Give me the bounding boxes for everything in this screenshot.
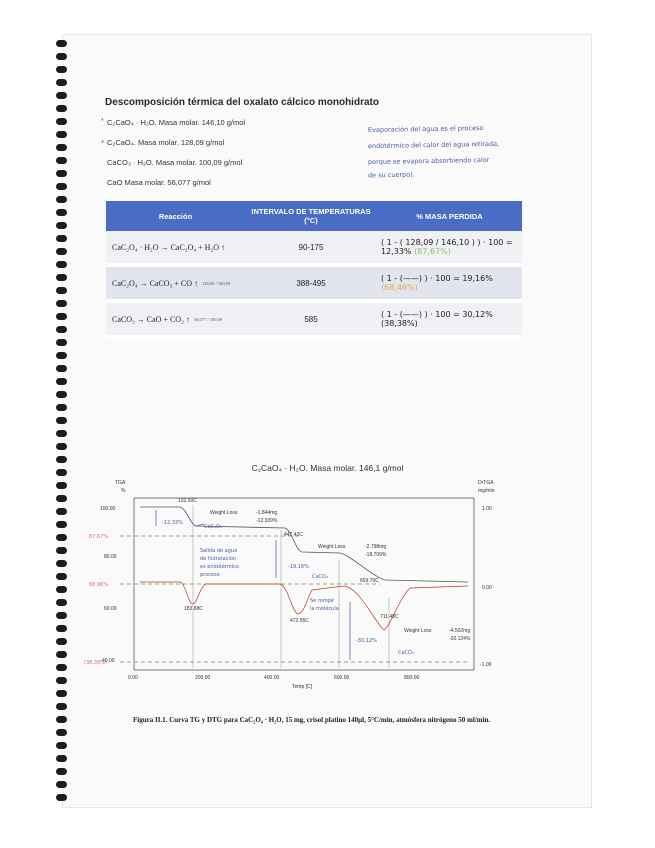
x-tick: 200.00 [195, 675, 211, 681]
handwritten-note-line: endotérmico del calor del agua retirada, [367, 139, 500, 151]
handwritten-remaining-mass: (38,38%) [84, 660, 107, 666]
peak-label: 472.55C [290, 618, 309, 624]
handwritten-guides [120, 536, 470, 662]
handwritten-label: CaCO₃ [312, 574, 328, 580]
handwritten-label: CaC₂O₄ [204, 524, 222, 530]
weight-loss-label: Weight Loss [210, 510, 238, 516]
mass-loss-formula: ( 1 - (——) ) · 100 = 19,16% [381, 274, 493, 283]
weight-loss-pct: -18.709% [365, 552, 387, 558]
x-tick: 800.00 [404, 675, 420, 681]
y-right-unit: mg/min [478, 488, 495, 494]
handwritten-note: la molécula [310, 606, 339, 612]
handwritten-label: CaCO₃ [398, 650, 414, 656]
peak-label: 659.70C [360, 578, 379, 584]
handwritten-remaining-mass: 68,96% [89, 582, 109, 588]
handwritten-label: -30,12% [356, 638, 377, 644]
interval-cell: 585 [245, 301, 377, 337]
handwritten-mass-remaining: (38,38%) [381, 319, 418, 328]
figure-title: C₂CaO₄ · H₂O. Masa molar. 146,1 g/mol [251, 463, 404, 473]
handwritten-note-line: porque se evapora absorbiendo calor [367, 155, 490, 167]
y-left-unit: % [121, 488, 126, 494]
handwritten-note-line: Evaporación del agua es el proceso [367, 123, 484, 135]
column-header: % MASA PERDIDA [377, 201, 522, 231]
y-right-tick: 1.00 [482, 506, 492, 512]
handwritten-label: -12,33% [162, 520, 183, 526]
weight-loss-mg: -4.502mg [449, 628, 471, 634]
molar-mass-line: CaO Masa molar. 56,077 g/mol [107, 178, 211, 187]
molar-mass-line: CaCO₃ · H₂O. Masa molar. 100,09 g/mol [107, 158, 243, 167]
handwritten-label: -19,16% [288, 564, 309, 570]
handwritten-fraction: 128,09 / 100,09 [202, 280, 231, 286]
x-tick: 0.00 [128, 675, 138, 681]
handwritten-note: proceso [200, 572, 220, 578]
handwritten-note: Se rompe [310, 598, 334, 604]
mass-loss-formula: ( 1 - (——) ) · 100 = 30,12% [381, 310, 493, 319]
interval-cell: 90-175 [245, 231, 377, 265]
document-title: Descomposición térmica del oxalato cálcico monohidrato [105, 97, 379, 108]
weight-loss-mg: -1.844mg [256, 510, 278, 516]
y-left-tick: 80.00 [104, 554, 117, 560]
weight-loss-pct: -30.124% [449, 636, 471, 642]
handwritten-note: de hidratación [200, 556, 237, 562]
peak-label: 447.42C [284, 532, 303, 538]
y-left-tick: 60.00 [104, 606, 117, 612]
handwritten-arrows [156, 510, 350, 660]
y-left-tick: 100.00 [100, 506, 116, 512]
handwritten-note-line: de su cuerpo). [367, 170, 415, 180]
molar-mass-line: C₂CaO₄ · H₂O. Masa molar. 146,10 g/mol [107, 118, 246, 127]
handwritten-mass-remaining: (68,46%) [381, 283, 418, 292]
column-header: INTERVALO DE TEMPERATURAS (°C) [245, 201, 377, 231]
handwritten-note: es endotérmico [200, 564, 239, 570]
y-left-label: TGA [115, 480, 126, 486]
weight-loss-mg: -2.798mg [365, 544, 387, 550]
tg-curve [140, 507, 468, 582]
x-tick: 400.00 [264, 675, 280, 681]
mass-loss-formula: ( 1 - ( 128,09 / 146,10 ) ) · 100 = 12,33% [381, 238, 513, 256]
figure-caption: Figura II.1. Curva TG y DTG para CaC₂O₄ · H₂O, 15 mg, crisol platino 140µl, 5°C/min, atmósfera nitrógeno 50 ml/min. [133, 716, 491, 724]
y-right-tick: 0.00 [482, 585, 492, 591]
handwritten-note: Salida de agua [200, 548, 238, 554]
reaction-equation: CaC₂O₄ → CaCO₃ + CO ↑ [112, 278, 198, 288]
column-header: Reacción [106, 201, 245, 231]
reaction-equation: CaC₂O₄ · H₂O → CaC₂O₄ + H₂O ↑ [112, 242, 226, 252]
check-mark: ⁎ [101, 138, 105, 145]
weight-loss-label: Weight Loss [404, 628, 432, 634]
peak-label: 183.88C [184, 606, 203, 612]
molar-mass-line: C₂CaO₄. Masa molar. 128,09 g/mol [107, 138, 225, 147]
y-right-label: DrTGA [478, 480, 494, 486]
handwritten-fraction: 56,077 / 100,09 [193, 316, 223, 322]
peak-label: 711.48C [380, 614, 399, 620]
weight-loss-pct: -12.339% [256, 518, 278, 524]
handwritten-remaining-mass: 87,67% [89, 534, 109, 540]
reaction-equation: CaCO₃ → CaO + CO₂ ↑ [112, 314, 190, 324]
interval-cell: 388-495 [245, 265, 377, 301]
y-left-tick: 40.00 [102, 658, 115, 664]
y-right-tick: -1.00 [480, 662, 492, 668]
x-axis-label: Temp [C] [292, 684, 313, 690]
handwritten-mass-remaining: (87,67%) [414, 247, 451, 256]
weight-loss-label: Weight Loss [318, 544, 346, 550]
check-mark: * [101, 118, 104, 125]
peak-label: 132.50C [178, 498, 197, 504]
x-tick: 600.00 [334, 675, 350, 681]
